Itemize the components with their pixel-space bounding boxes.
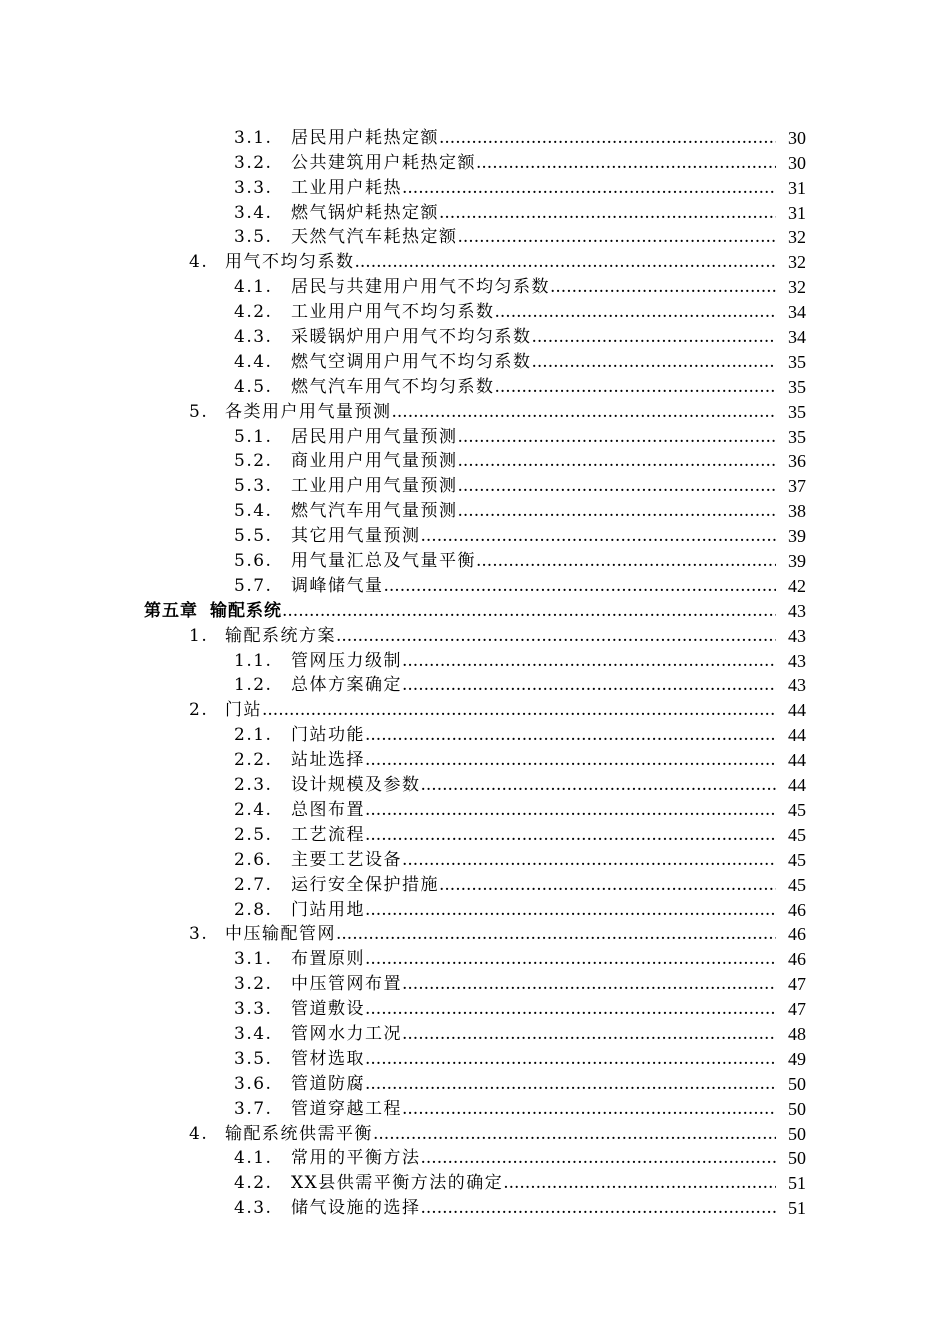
toc-section-entry[interactable] — [0, 398, 950, 423]
toc-entry-number: 2.1. — [234, 725, 273, 746]
toc-subsection-entry[interactable] — [0, 323, 950, 348]
toc-entry-number: 2.2. — [234, 750, 273, 771]
toc-leader-dots — [439, 874, 776, 896]
toc-leader-dots — [476, 550, 776, 572]
toc-subsection-entry[interactable] — [0, 298, 950, 323]
toc-entry-title: 中压管网布置 — [291, 974, 402, 995]
toc-page-number: 45 — [788, 824, 806, 845]
toc-page-number: 47 — [788, 999, 806, 1020]
toc-entry-title: 总图布置 — [291, 799, 365, 820]
toc-subsection-entry[interactable] — [0, 871, 950, 896]
toc-section-entry[interactable] — [0, 696, 950, 721]
toc-leader-dots — [458, 475, 777, 497]
toc-entry-title: 调峰储气量 — [291, 575, 384, 596]
toc-page-number: 50 — [788, 1148, 806, 1169]
toc-entry-title: 用气量汇总及气量平衡 — [291, 551, 476, 572]
toc-leader-dots — [402, 973, 776, 995]
toc-subsection-entry[interactable] — [0, 821, 950, 846]
toc-leader-dots — [532, 351, 777, 373]
toc-page-number: 47 — [788, 974, 806, 995]
toc-entry-title: 商业用户用气量预测 — [291, 451, 458, 472]
toc-leader-dots — [402, 674, 776, 696]
toc-entry-title: 居民与共建用户用气不均匀系数 — [291, 277, 550, 298]
toc-entry-title: 门站 — [225, 700, 262, 721]
toc-leader-dots — [458, 426, 777, 448]
toc-entry-title: 中压输配管网 — [225, 924, 336, 945]
toc-page-number: 36 — [788, 451, 806, 472]
toc-page-number: 48 — [788, 1023, 806, 1044]
toc-subsection-entry[interactable] — [0, 1045, 950, 1070]
toc-subsection-entry[interactable] — [0, 1169, 950, 1194]
toc-subsection-entry[interactable] — [0, 896, 950, 921]
toc-entry-number: 4.4. — [234, 351, 273, 372]
toc-entry-number: 3.3. — [234, 177, 273, 198]
toc-leader-dots — [365, 899, 776, 921]
toc-entry-number: 4. — [189, 1123, 209, 1144]
toc-leader-dots — [262, 699, 776, 721]
toc-entry-title: 燃气汽车用气不均匀系数 — [291, 376, 495, 397]
toc-entry-title: 管道防腐 — [291, 1073, 365, 1094]
toc-page-number: 44 — [788, 750, 806, 771]
toc-entry-number: 3.1. — [234, 949, 273, 970]
toc-page-number: 35 — [788, 426, 806, 447]
toc-entry-number: 4.3. — [234, 1198, 273, 1219]
toc-page-number: 43 — [788, 675, 806, 696]
toc-page-number: 43 — [788, 625, 806, 646]
toc-entry-title: 站址选择 — [291, 750, 365, 771]
toc-leader-dots — [384, 575, 777, 597]
toc-entry-number: 4.3. — [234, 327, 273, 348]
toc-entry-number: 2.4. — [234, 799, 273, 820]
toc-section-entry[interactable] — [0, 248, 950, 273]
toc-leader-dots — [550, 276, 776, 298]
toc-entry-title: 储气设施的选择 — [291, 1198, 421, 1219]
toc-entry-number: 1.1. — [234, 650, 273, 671]
toc-entry-number: 2.7. — [234, 874, 273, 895]
toc-page-number: 39 — [788, 551, 806, 572]
toc-leader-dots — [365, 1048, 776, 1070]
toc-entry-title: 输配系统方案 — [225, 625, 336, 646]
toc-leader-dots — [355, 251, 777, 273]
toc-leader-dots — [282, 600, 776, 622]
toc-entry-number: 5.5. — [234, 526, 273, 547]
toc-leader-dots — [421, 1197, 777, 1219]
toc-entry-number: 4. — [189, 252, 209, 273]
toc-subsection-entry[interactable] — [0, 423, 950, 448]
toc-entry-number: 3.4. — [234, 1023, 273, 1044]
toc-section-entry[interactable] — [0, 1120, 950, 1145]
toc-entry-number: 3.2. — [234, 152, 273, 173]
toc-subsection-entry[interactable] — [0, 1070, 950, 1095]
toc-entry-title: 总体方案确定 — [291, 675, 402, 696]
toc-leader-dots — [458, 226, 777, 248]
toc-leader-dots — [373, 1123, 776, 1145]
toc-entry-number: 3.1. — [234, 127, 273, 148]
toc-page-number: 32 — [788, 252, 806, 273]
toc-leader-dots — [336, 923, 776, 945]
toc-page-number: 50 — [788, 1098, 806, 1119]
toc-page-number: 30 — [788, 127, 806, 148]
toc-page-number: 35 — [788, 376, 806, 397]
toc-subsection-entry[interactable] — [0, 746, 950, 771]
toc-entry-number: 3.4. — [234, 202, 273, 223]
toc-entry-title: 各类用户用气量预测 — [225, 401, 392, 422]
toc-entry-title: 燃气汽车用气量预测 — [291, 501, 458, 522]
toc-leader-dots — [402, 177, 776, 199]
toc-entry-title: 管网压力级制 — [291, 650, 402, 671]
toc-entry-number: 3.7. — [234, 1098, 273, 1119]
toc-leader-dots — [439, 127, 776, 149]
toc-leader-dots — [421, 774, 777, 796]
toc-entry-title: 工业用户用气量预测 — [291, 476, 458, 497]
toc-entry-title: 常用的平衡方法 — [291, 1148, 421, 1169]
toc-entry-title: 管网水力工况 — [291, 1023, 402, 1044]
toc-entry-title: 输配系统 — [210, 600, 282, 621]
toc-page-number: 35 — [788, 401, 806, 422]
toc-entry-title: 管道敷设 — [291, 999, 365, 1020]
toc-chapter-entry[interactable] — [0, 597, 950, 622]
toc-entry-number: 5.2. — [234, 451, 273, 472]
toc-entry-number: 3.3. — [234, 999, 273, 1020]
toc-leader-dots — [458, 500, 777, 522]
toc-entry-number: 第五章 — [144, 600, 198, 621]
toc-page-number: 51 — [788, 1173, 806, 1194]
toc-subsection-entry[interactable] — [0, 448, 950, 473]
toc-page-number: 46 — [788, 899, 806, 920]
toc-page-number: 43 — [788, 650, 806, 671]
toc-page-number: 34 — [788, 327, 806, 348]
toc-entry-number: 2.3. — [234, 775, 273, 796]
toc-page-number: 38 — [788, 501, 806, 522]
toc-leader-dots — [402, 650, 776, 672]
toc-entry-title: 门站功能 — [291, 725, 365, 746]
toc-subsection-entry[interactable] — [0, 1020, 950, 1045]
toc-leader-dots — [365, 749, 776, 771]
toc-entry-number: 3.5. — [234, 227, 273, 248]
toc-entry-number: 4.1. — [234, 277, 273, 298]
toc-subsection-entry[interactable] — [0, 199, 950, 224]
toc-page-number: 39 — [788, 526, 806, 547]
toc-subsection-entry[interactable] — [0, 846, 950, 871]
toc-leader-dots — [402, 849, 776, 871]
toc-page-number: 37 — [788, 476, 806, 497]
toc-entry-title: 管材选取 — [291, 1048, 365, 1069]
toc-page-number: 42 — [788, 575, 806, 596]
toc-page-number: 34 — [788, 302, 806, 323]
toc-page-number: 44 — [788, 725, 806, 746]
toc-entry-number: 4.5. — [234, 376, 273, 397]
toc-subsection-entry[interactable] — [0, 497, 950, 522]
toc-page-number: 49 — [788, 1048, 806, 1069]
toc-entry-title: 居民用户耗热定额 — [291, 127, 439, 148]
toc-entry-title: 设计规模及参数 — [291, 775, 421, 796]
toc-entry-number: 2.6. — [234, 849, 273, 870]
toc-page-number: 45 — [788, 799, 806, 820]
toc-entry-title: 管道穿越工程 — [291, 1098, 402, 1119]
toc-leader-dots — [439, 202, 776, 224]
toc-subsection-entry[interactable] — [0, 124, 950, 149]
toc-section-entry[interactable] — [0, 622, 950, 647]
toc-page-number: 43 — [788, 600, 806, 621]
toc-entry-number: 2.8. — [234, 899, 273, 920]
toc-page-number: 45 — [788, 874, 806, 895]
toc-entry-number: 2. — [189, 700, 209, 721]
toc-subsection-entry[interactable] — [0, 174, 950, 199]
toc-entry-number: 5.6. — [234, 551, 273, 572]
toc-entry-number: 1. — [189, 625, 209, 646]
toc-page-number: 50 — [788, 1073, 806, 1094]
toc-subsection-entry[interactable] — [0, 970, 950, 995]
toc-section-entry[interactable] — [0, 921, 950, 946]
toc-entry-number: 5.4. — [234, 501, 273, 522]
toc-subsection-entry[interactable] — [0, 1095, 950, 1120]
toc-entry-title: 天然气汽车耗热定额 — [291, 227, 458, 248]
toc-entry-title: 用气不均匀系数 — [225, 252, 355, 273]
toc-subsection-entry[interactable] — [0, 522, 950, 547]
toc-leader-dots — [365, 824, 776, 846]
toc-entry-title: 燃气空调用户用气不均匀系数 — [291, 351, 532, 372]
toc-subsection-entry[interactable] — [0, 771, 950, 796]
toc-entry-number: 2.5. — [234, 824, 273, 845]
toc-page-number: 32 — [788, 277, 806, 298]
toc-entry-number: 5. — [189, 401, 209, 422]
toc-leader-dots — [495, 301, 777, 323]
toc-entry-number: 3.6. — [234, 1073, 273, 1094]
toc-entry-number: 5.7. — [234, 575, 273, 596]
toc-leader-dots — [532, 326, 777, 348]
toc-subsection-entry[interactable] — [0, 547, 950, 572]
toc-leader-dots — [365, 724, 776, 746]
toc-entry-title: 其它用气量预测 — [291, 526, 421, 547]
toc-subsection-entry[interactable] — [0, 572, 950, 597]
toc-subsection-entry[interactable] — [0, 796, 950, 821]
toc-entry-title: 布置原则 — [291, 949, 365, 970]
toc-subsection-entry[interactable] — [0, 224, 950, 249]
toc-subsection-entry[interactable] — [0, 721, 950, 746]
toc-page-number: 46 — [788, 924, 806, 945]
toc-page-number: 30 — [788, 152, 806, 173]
toc-subsection-entry[interactable] — [0, 472, 950, 497]
toc-entry-title: 主要工艺设备 — [291, 849, 402, 870]
toc-entry-title: 输配系统供需平衡 — [225, 1123, 373, 1144]
toc-entry-title: 工业用户用气不均匀系数 — [291, 302, 495, 323]
toc-leader-dots — [365, 1073, 776, 1095]
toc-entry-title: 采暖锅炉用户用气不均匀系数 — [291, 327, 532, 348]
toc-entry-title: 公共建筑用户耗热定额 — [291, 152, 476, 173]
toc-entry-title: XX县供需平衡方法的确定 — [291, 1173, 504, 1194]
toc-leader-dots — [421, 525, 777, 547]
toc-entry-title: 工业用户耗热 — [291, 177, 402, 198]
toc-page-number: 50 — [788, 1123, 806, 1144]
toc-entry-title: 运行安全保护措施 — [291, 874, 439, 895]
toc-leader-dots — [365, 799, 776, 821]
toc-page-number: 45 — [788, 849, 806, 870]
toc-leader-dots — [402, 1098, 776, 1120]
toc-subsection-entry[interactable] — [0, 373, 950, 398]
toc-page-number: 35 — [788, 351, 806, 372]
toc-page-number: 44 — [788, 775, 806, 796]
toc-subsection-entry[interactable] — [0, 149, 950, 174]
toc-page-number: 46 — [788, 949, 806, 970]
toc-subsection-entry[interactable] — [0, 1194, 950, 1219]
toc-entry-number: 4.2. — [234, 1173, 273, 1194]
table-of-contents — [0, 124, 950, 1219]
toc-leader-dots — [365, 948, 776, 970]
toc-page-number: 51 — [788, 1198, 806, 1219]
toc-entry-number: 3.5. — [234, 1048, 273, 1069]
toc-entry-number: 4.2. — [234, 302, 273, 323]
toc-entry-title: 居民用户用气量预测 — [291, 426, 458, 447]
toc-leader-dots — [365, 998, 776, 1020]
toc-leader-dots — [458, 450, 777, 472]
toc-entry-number: 5.3. — [234, 476, 273, 497]
toc-page-number: 32 — [788, 227, 806, 248]
toc-subsection-entry[interactable] — [0, 1145, 950, 1170]
toc-subsection-entry[interactable] — [0, 945, 950, 970]
toc-entry-title: 工艺流程 — [291, 824, 365, 845]
toc-subsection-entry[interactable] — [0, 672, 950, 697]
toc-leader-dots — [392, 401, 777, 423]
toc-subsection-entry[interactable] — [0, 995, 950, 1020]
toc-leader-dots — [402, 1023, 776, 1045]
toc-subsection-entry[interactable] — [0, 647, 950, 672]
toc-leader-dots — [495, 376, 777, 398]
toc-entry-number: 5.1. — [234, 426, 273, 447]
toc-page-number: 31 — [788, 202, 806, 223]
toc-entry-title: 燃气锅炉耗热定额 — [291, 202, 439, 223]
toc-entry-number: 3. — [189, 924, 209, 945]
toc-leader-dots — [336, 625, 776, 647]
toc-leader-dots — [476, 152, 776, 174]
toc-leader-dots — [503, 1172, 776, 1194]
toc-page-number: 31 — [788, 177, 806, 198]
toc-entry-title: 门站用地 — [291, 899, 365, 920]
toc-page-number: 44 — [788, 700, 806, 721]
toc-leader-dots — [421, 1147, 777, 1169]
toc-entry-number: 1.2. — [234, 675, 273, 696]
toc-entry-number: 4.1. — [234, 1148, 273, 1169]
toc-subsection-entry[interactable] — [0, 348, 950, 373]
toc-entry-number: 3.2. — [234, 974, 273, 995]
toc-subsection-entry[interactable] — [0, 273, 950, 298]
